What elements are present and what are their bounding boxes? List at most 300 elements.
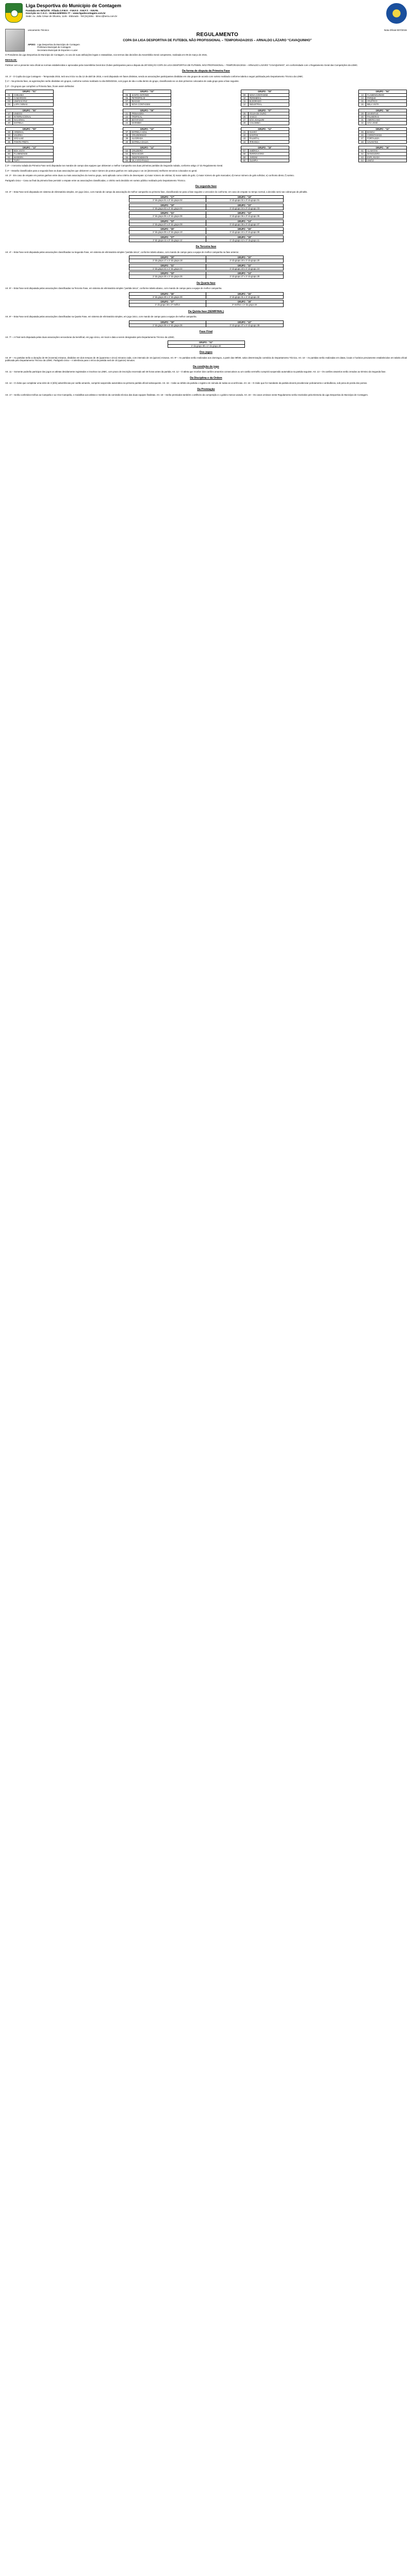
match-table [129,204,284,210]
chapter-title: Da Quarta fase [196,281,216,285]
match-row [129,275,283,278]
support-item: Liga Desportiva do Município de Contagem [37,43,80,46]
team-number: 54 [123,152,130,155]
note-number: Nota Oficial 007/2015 [384,29,407,31]
team-name: CRUZEIRINHO [131,134,146,137]
team-number: 16 [359,103,366,106]
team-number: 23 [123,118,130,121]
team-number: 49 [6,149,13,152]
team-name: JARDIM [249,156,257,159]
group-table [5,127,54,144]
match-table [129,219,284,226]
group-row [123,103,171,106]
team-name: BANGU [367,130,375,133]
team-name: OLIMPIA [249,159,258,162]
team-name: ESTRELA AZUL [131,130,147,133]
paragraph: § 4º – Estarão classificados para a segunda fase as duas associações que obtiverem o maior número de pontos ganhos em cada grupo e as 16 (dezesseis) melhores terceiros colocados no geral. [5,169,197,172]
final-match-header: GRUPO - "41" [199,341,213,344]
team-number: 01 [6,94,13,96]
org-founded: Fundada em 06/12/78 - Filiada à F.M.F. - F.M.F.S - F.M.F.T. - F.M.FE. [26,9,99,12]
team-number: 20 [6,122,13,124]
team-name: RENASCER [131,152,144,156]
team-number: 44 [241,141,249,143]
group-table [123,90,171,106]
team-name: GUARÁ [249,130,257,133]
group-table [5,146,54,162]
match-row [129,231,283,233]
group-title: GRUPO - "01" [6,90,53,93]
match-group-label: GRUPO - "18" [206,196,283,198]
team-number: 57 [241,149,249,152]
team-name: INTERNACIONAL [14,115,31,118]
match-group-label: GRUPO - "38" [206,300,283,303]
match-table [129,272,284,278]
team-number: 56 [123,159,130,162]
chapter-title: Da Disciplina e da Ordem [190,376,222,380]
match-pairing: 1º do grupo 01 x 2º do grupo 02 [152,199,183,202]
match-row [129,259,283,262]
team-number: 48 [359,141,366,143]
match-pairing: 1º do grupo 09 x 2º do grupo 10 [152,231,183,234]
article: Art. 5º – Esta Fase será disputada pelas associações classificadas na Terceira Fase, em sistema de eliminatória simples "partida única", conforme tabela abaixo, com mando de campo para a equipe de melhor campanha. [5,287,222,290]
team-number: 03 [6,100,13,103]
group-title: GRUPO - "03" [241,90,289,93]
team-name: TROPICAL [131,115,142,118]
team-name: INDUSTRIAL [249,103,262,106]
team-name: VILA SÃO PAULO [131,159,149,162]
team-name: ARSENAL [14,130,24,133]
team-name: VASCO [249,115,257,118]
team-name: CORINTHIANS [367,134,382,137]
group-row [241,141,289,143]
group-row [6,141,53,143]
match-row [129,324,283,327]
team-name: ÁGUIA DE OURO [249,112,267,115]
group-table [123,109,171,125]
match-row [129,199,283,201]
team-name: IPIRANGA [249,140,260,143]
team-name: PERIMERAL [249,96,262,99]
team-number: 07 [123,100,130,103]
match-group-label: GRUPO - "28" [206,236,283,239]
team-name: SANTOS [249,134,258,137]
tribute-photo [5,29,25,52]
team-name: PRIMAVERA [131,112,144,115]
team-name: AL WATAN [367,149,377,152]
match-table [129,300,284,307]
team-number: 10 [241,97,249,99]
team-name: JUVENTUS [367,112,378,115]
team-number: 06 [123,97,130,99]
doc-subtitle: COPA DA LIGA DESPORTIVA DE FUTEBOL NÃO PROFISSIONAL – TEMPORADA/2015 – ARNALDO LÁZARO “CAVAQUINHO” [123,38,312,42]
team-name: TUPY [14,159,20,162]
team-name: PALMEIRAS [367,115,380,118]
final-match-pairing: 1º do grupo 39 x 1º do grupo 40 [191,344,221,347]
groups-row [5,109,407,125]
article: Art. 4º – Esta Fase será disputada pelas associações classificadas na Segunda Fase, em sistema de eliminatória simples "partida única", conforme tabela abaixo, com mando de campo para a equipe de melhor campanha na fase anterior. [5,250,239,253]
match-table-fase4 [129,292,284,307]
team-number: 37 [123,131,130,133]
team-name: RIACHO [131,100,140,103]
group-title: GRUPO - "15" [241,146,289,149]
group-row [6,103,53,106]
team-number: 61 [359,149,366,152]
match-pairing: 1º do grupo 21 x 1º do grupo 22 [152,267,183,270]
team-number: 47 [359,137,366,140]
match-pairing: 1º do grupo 25 x 1º do grupo 26 [152,275,183,278]
team-name: SÃO JOAQUIM [249,118,265,122]
match-group-label: GRUPO - "33" [160,272,175,275]
team-number: 50 [6,152,13,155]
chapter-title: Da Premiação [197,387,215,391]
match-table [129,227,284,234]
match-pairing: 1º do grupo 11 x 2º do grupo 12 [152,239,183,242]
team-number: 11 [241,100,249,103]
team-number: 30 [359,115,366,118]
paragraph: Parágrafo único – Caso ao final da primeira fase persistir o empate entre as associações classificadas, o critério será decidido em sorteio público realizado pelo Departamento Técnico. [5,179,186,182]
team-number: 14 [359,97,366,99]
team-number: 31 [359,118,366,121]
chapter-title: Da forma de disputa da Primeira Fase [182,70,230,73]
match-pairing: 1º do grupo 29 x 1º do grupo 30 [152,295,183,298]
group-title: GRUPO - "08" [359,109,406,112]
league-logo-icon [5,3,23,23]
team-name: MANGUEIRA [367,152,380,156]
team-name: UNIÃO E PAZ [14,100,27,103]
team-number: 58 [241,152,249,155]
groups-row [5,127,407,144]
team-name: ESTRELA [14,122,24,125]
paragraph: § 3º – A terceira rodada da Primeira Fase será disputada nos mandos de campo das equipes que obtiveram o melhor Campanha nas duas primeiras partidas da Segunda rodada, conforme artigo 17 do Regulamento Geral. [5,164,223,167]
group-row [6,159,53,162]
support-label: APOIO: [28,43,36,46]
match-group-label: GRUPO - "32" [206,264,283,267]
team-name: BELA VISTA [367,103,379,106]
support-item: Secretaria Municipal de Esportes e Lazer [37,48,78,52]
match-table [129,264,284,270]
match-group-label: GRUPO - "29" [160,256,175,259]
team-name: NOVA CONTAGEM [131,103,150,106]
team-name: PALMITAL [249,137,259,140]
match-pairing: 2º melhor x 1º do grupo 34 [206,303,283,306]
match-table-fase3 [129,256,284,278]
team-number: 43 [241,137,249,140]
chapter-title: Da segunda fase [195,185,217,189]
group-table [358,146,407,162]
match-pairing: 1º do grupo 17 x 1º do grupo 18 [152,259,183,262]
match-group-label: GRUPO - "23" [160,219,175,223]
match-pairing: 1º do grupo 12 x 2º do grupo 11 [206,239,283,242]
group-table [241,90,289,106]
group-row [241,122,289,124]
match-group-label: GRUPO - "37" [160,300,175,303]
final-match [168,341,245,347]
group-title: GRUPO - "09" [6,128,53,131]
groups-row [5,90,407,106]
match-pairing: 1º do grupo 27 x 1º do grupo 28 [206,275,283,278]
article: Art. 14 – O clube que completar uma série de 3 (três) advertências por cartão amarelo, cumprirá suspensão automática na primeira partida oficial subsequente. Art. 15 – Cabe ao árbitro da partida o registro em súmula de todas as ocorrências. Art. 16 – O clube que for mandante da partida deverá providenciar policiamento e ambulância, sob pena de perda dos pontos. [5,382,368,385]
intro-paragraph: Publicar com a presente nota oficial as normas estabelecidas e aprovadas pela Assembléia Geral dos Clubes participantes para a disputa da 20ª EDIÇÃO COPA DA LIGA DESPORTIVA DE FUTEBOL NÃO PROFISSIONAL – TEMPORADA/2015 – ARNALDO LÁZARO “CAVAQUINHO”, em conformidade com o Regulamento Geral das Competições da LDMC. [5,63,358,66]
team-number: 29 [359,112,366,115]
team-number: 17 [6,112,13,115]
team-number: 12 [241,103,249,106]
group-row [241,103,289,106]
team-number: 62 [359,152,366,155]
match-table [129,256,284,262]
group-table [241,127,289,144]
team-number: 34 [6,134,13,137]
support-block [28,43,407,52]
team-number: 60 [241,159,249,162]
team-number: 32 [359,122,366,124]
group-title: GRUPO - "06" [123,109,171,112]
municipal-seal-icon [386,3,407,24]
match-pairing: 1º do grupo 37 x 1º do grupo 38 [206,324,283,327]
group-row [359,159,406,162]
team-number: 52 [6,159,13,162]
match-pairing: 1º do grupo 03 x 2º do grupo 04 [152,207,183,210]
match-group-label: GRUPO - "31" [160,264,175,267]
team-number: 28 [241,122,249,124]
group-title: GRUPO - "04" [359,90,406,93]
chapter-title: Dos jogos [199,350,213,354]
group-title: GRUPO - "14" [123,146,171,149]
match-pairing: 1º do grupo 19 x 1º do grupo 20 [206,259,283,262]
chapter-title: Da Quinta fase (SEMIFINAL) [188,310,224,313]
group-title: GRUPO - "13" [6,146,53,149]
team-number: 04 [6,103,13,106]
match-group-label: GRUPO - "36" [206,293,283,295]
match-group-label: GRUPO - "25" [160,228,175,231]
team-number: 09 [241,94,249,96]
team-number: 53 [123,149,130,152]
group-row [123,159,171,162]
match-group-label: GRUPO - "19" [160,204,175,207]
chapter-title: Da Terceira fase [195,245,217,248]
match-group-label: GRUPO - "20" [206,204,283,207]
org-name: Liga Desportiva do Município de Contagem [26,3,122,8]
article: Art. 17 – Serão conferidos troféus ao Campeão e ao Vice-Campeão, e medalhas aos atletas e membros da comissão técnica das duas equipes finalistas. Art. 18 – Serão premiados também o artilheiro da competição e o goleiro menos vazado. Art. 19 – Os casos omissos neste Regulamento serão resolvidos pela Diretoria da Liga Desportiva do Município de Contagem. [5,393,369,396]
match-table-fase5 [129,320,284,327]
match-group-label: GRUPO - "26" [206,228,283,230]
article: Art. 1º - O Copão da Liga Contagem – Temporada 2015, terá seu início no dia 12 de abril de 2015, e será disputado em fases distintas, sendo as associações participantes divididas em oito grupos de acordo com sorteio realizado conforme tabela a seguir publicada pelo Departamento Técnico da LDMC. [5,75,304,78]
team-name: FORTALEZA [367,137,380,140]
team-name: UNIÃO [367,159,374,162]
letterhead-text [26,3,407,18]
chapter-title: Fase Final [199,330,213,334]
group-title: GRUPO - "10" [123,128,171,131]
paragraph: § 2º - Os grupos que compõem a Primeira fase, ficam assim definidos: [5,84,75,88]
match-table [129,235,284,242]
match-pairing: 1º do grupo 02 x 2º do grupo 01 [206,199,283,201]
team-number: 21 [123,112,130,115]
match-pairing: 1º do grupo 35 x 1º do grupo 36 [152,324,183,327]
match-table [129,320,284,327]
match-table [129,195,284,202]
match-row [129,207,283,210]
team-name: BOTAFOGO [131,118,144,122]
match-table-fase2 [129,195,284,242]
group-row [359,122,406,124]
department-label: unicamento Técnico [28,29,50,31]
article: Art. 2º - Em caso de empate em pontos ganhos entre duas ou mais associações do mesmo grupo, será aplicado como critério de desempate: a) maior número de vitórias; b) maior saldo de gols; c) maior número de gols marcados; d) menor número de gols sofridos; e) confronto direto; f) sorteio. [5,174,294,177]
team-number: 46 [359,134,366,137]
group-table [358,127,407,144]
match-group-label: GRUPO - "24" [206,220,283,223]
group-title: GRUPO - "05" [6,109,53,112]
team-name: SANTO ANTONIO [131,93,149,96]
letterhead [5,3,407,27]
team-name: NACIONAL [14,118,25,122]
team-name: AMERICANO [367,118,380,122]
article: Art. 6º – Esta Fase será disputada pelas associações classificadas na Quarta Fase, em sistema de eliminatória simples, em jogo único, com mando de campo para a equipe de melhor campanha. [5,315,197,318]
team-number: 05 [123,94,130,96]
match-group-label: GRUPO - "21" [160,212,175,215]
team-name: CHELSEA [14,93,24,96]
team-number: 02 [6,97,13,99]
group-title: GRUPO - "07" [241,109,289,112]
match-pairing: 1º do grupo 08 x 2º do grupo 07 [206,223,283,226]
group-row [359,141,406,143]
resolve-label: RESOLVE: [5,58,18,61]
group-table [358,90,407,106]
match-group-label: GRUPO - "35" [160,292,175,295]
team-name: NOVA CONTAGEM [249,93,268,96]
team-name: PARQUE [367,96,376,99]
team-number: 39 [123,137,130,140]
team-number: 08 [123,103,130,106]
team-name: SÃO LUIZ [14,137,24,140]
match-group-label: GRUPO - "17" [160,196,175,199]
match-pairing: 1º do grupo 06 x 2º do grupo 05 [206,215,283,217]
group-title: GRUPO - "16" [359,146,406,149]
team-number: 33 [6,131,13,133]
org-address: Sede: Av. João César de Oliveira, 1145 - Eldorado - Tel:(31)3351 - ldmcc@terra.com.br [26,15,118,18]
team-number: 63 [359,156,366,159]
team-name: FLAMENGUINHO [367,93,384,96]
match-pairing: 1º do grupo 10 x 2º do grupo 09 [206,231,283,233]
match-pairing: 1º do grupo 04 x 2º do grupo 03 [206,207,283,210]
group-title: GRUPO - "11" [241,128,289,131]
support-item: Prefeitura Municipal de Contagem [37,46,71,49]
org-cnpj: Inscrição no C.G.C.: 16.844.629/0001-77 – www.ligadecontagem.com.br [26,12,106,15]
team-number: 27 [241,118,249,121]
team-number: 24 [123,122,130,124]
team-name: ALVORADA [131,137,143,140]
doc-title: REGULAMENTO [196,31,239,38]
team-name: SÃO JOSÉ [367,122,378,125]
match-row [129,215,283,217]
team-name: LAPA / MINAS [14,103,28,106]
article: Art. 11 – Somente poderão participar dos jogos os atletas devidamente registrados e inscritos na LDMC, com prazo de inscrição encerrado até 48 horas antes da partida. Art. 12 – O atleta que receber dois cartões amarelos consecutivos ou um cartão vermelho cumprirá suspensão automática na partida seguinte. Art. 13 – Os cartões amarelos serão zerados ao término da Segunda fase. [5,370,386,374]
group-table [358,109,407,125]
group-row [123,122,171,124]
title-block [5,29,407,52]
team-name: PONTE PRETA [14,140,29,143]
match-group-label: GRUPO - "34" [206,272,283,275]
group-row [241,159,289,162]
paragraph: § 1º – Na primeira fase, as agremiações serão divididas em grupos, conforme sorteio realizado no dia 09/03/2015, com jogos de ida e volta dentro do grupo, classificando-se os dois primeiros colocados de cada grupo para a fase seguinte. [5,80,239,83]
group-table [241,146,289,162]
team-name: COLÚMBIA [249,122,261,125]
team-name: XAVANTES [367,140,378,143]
team-number: 45 [359,131,366,133]
team-name: ESPLANADA [367,156,380,159]
match-pairing: 1º do grupo 33 x 2º melhor [155,303,180,307]
team-number: 35 [6,137,13,140]
team-number: 36 [6,141,13,143]
match-row [129,239,283,242]
groups-area [5,90,407,162]
match-group-label: GRUPO - "27" [160,235,175,239]
group-table [123,127,171,144]
groups-row [5,146,407,162]
group-table [123,146,171,162]
match-row [129,267,283,270]
team-number: 59 [241,156,249,159]
team-number: 38 [123,134,130,137]
group-table [5,90,54,106]
team-name: ESTRELA DALVA [131,140,149,143]
chapter-title: Da condição de jogo [193,365,219,368]
team-name: CAMARGOS [14,96,26,99]
match-pairing: 1º do grupo 23 x 1º do grupo 24 [206,267,283,270]
team-name: INDEPENDENTE [131,156,149,159]
team-number: 15 [359,100,366,103]
group-table [241,109,289,125]
team-name: ATLÉTICO [367,100,377,103]
team-number: 25 [241,112,249,115]
match-group-label: GRUPO - "39" [160,320,175,324]
team-number: 41 [241,131,249,133]
article: Art. 3º – Esta Fase será disputada em sistema de eliminatória simples, em jogo único, com mando de campo da associação de melhor campanha na primeira fase, classificando-se para a fase seguinte o vencedor do confronto; em caso de empate no tempo normal, a decisão será nas cobranças de pênaltis. [5,190,308,193]
team-number: 40 [123,141,130,143]
match-group-label: GRUPO - "30" [206,256,283,259]
group-table [5,109,54,125]
team-name: FLUMINENSE [14,152,28,156]
match-row [129,223,283,226]
team-number: 42 [241,134,249,137]
team-number: 18 [6,115,13,118]
intro-paragraph: O Presidente da Liga Desportiva do Município de Contagem, no uso de suas atribuições legais e estatutárias, nos termos das decisões da Assembléia Geral competente, realizada em 09 de março de 2015, [5,54,207,57]
team-number: 55 [123,156,130,159]
team-number: 51 [6,156,13,159]
group-row [123,141,171,143]
match-table [129,211,284,218]
match-group-label: GRUPO - "40" [206,321,283,324]
team-name: VALÉRIA [14,134,23,137]
general-rules [5,351,407,396]
team-number: 22 [123,115,130,118]
team-name: FERROVIÁRIO [249,152,264,156]
team-name: CRUZEIRO [131,149,143,152]
match-pairing: 1º do grupo 05 x 2º do grupo 06 [152,215,183,218]
match-table-final [129,341,284,347]
group-row [359,103,406,106]
group-title: GRUPO - "02" [123,90,171,93]
team-name: ELDORADO [249,100,261,103]
team-name: MARIMBÁ [131,122,142,125]
team-name: BOA VISTA [14,149,25,152]
match-row [129,296,283,298]
team-number: 13 [359,94,366,96]
team-number: 26 [241,115,249,118]
team-number: 19 [6,118,13,121]
team-name: MADEIRA [14,156,24,159]
match-row [129,303,283,306]
team-name: UNIDOS [14,112,22,115]
match-group-label: GRUPO - "22" [206,212,283,214]
